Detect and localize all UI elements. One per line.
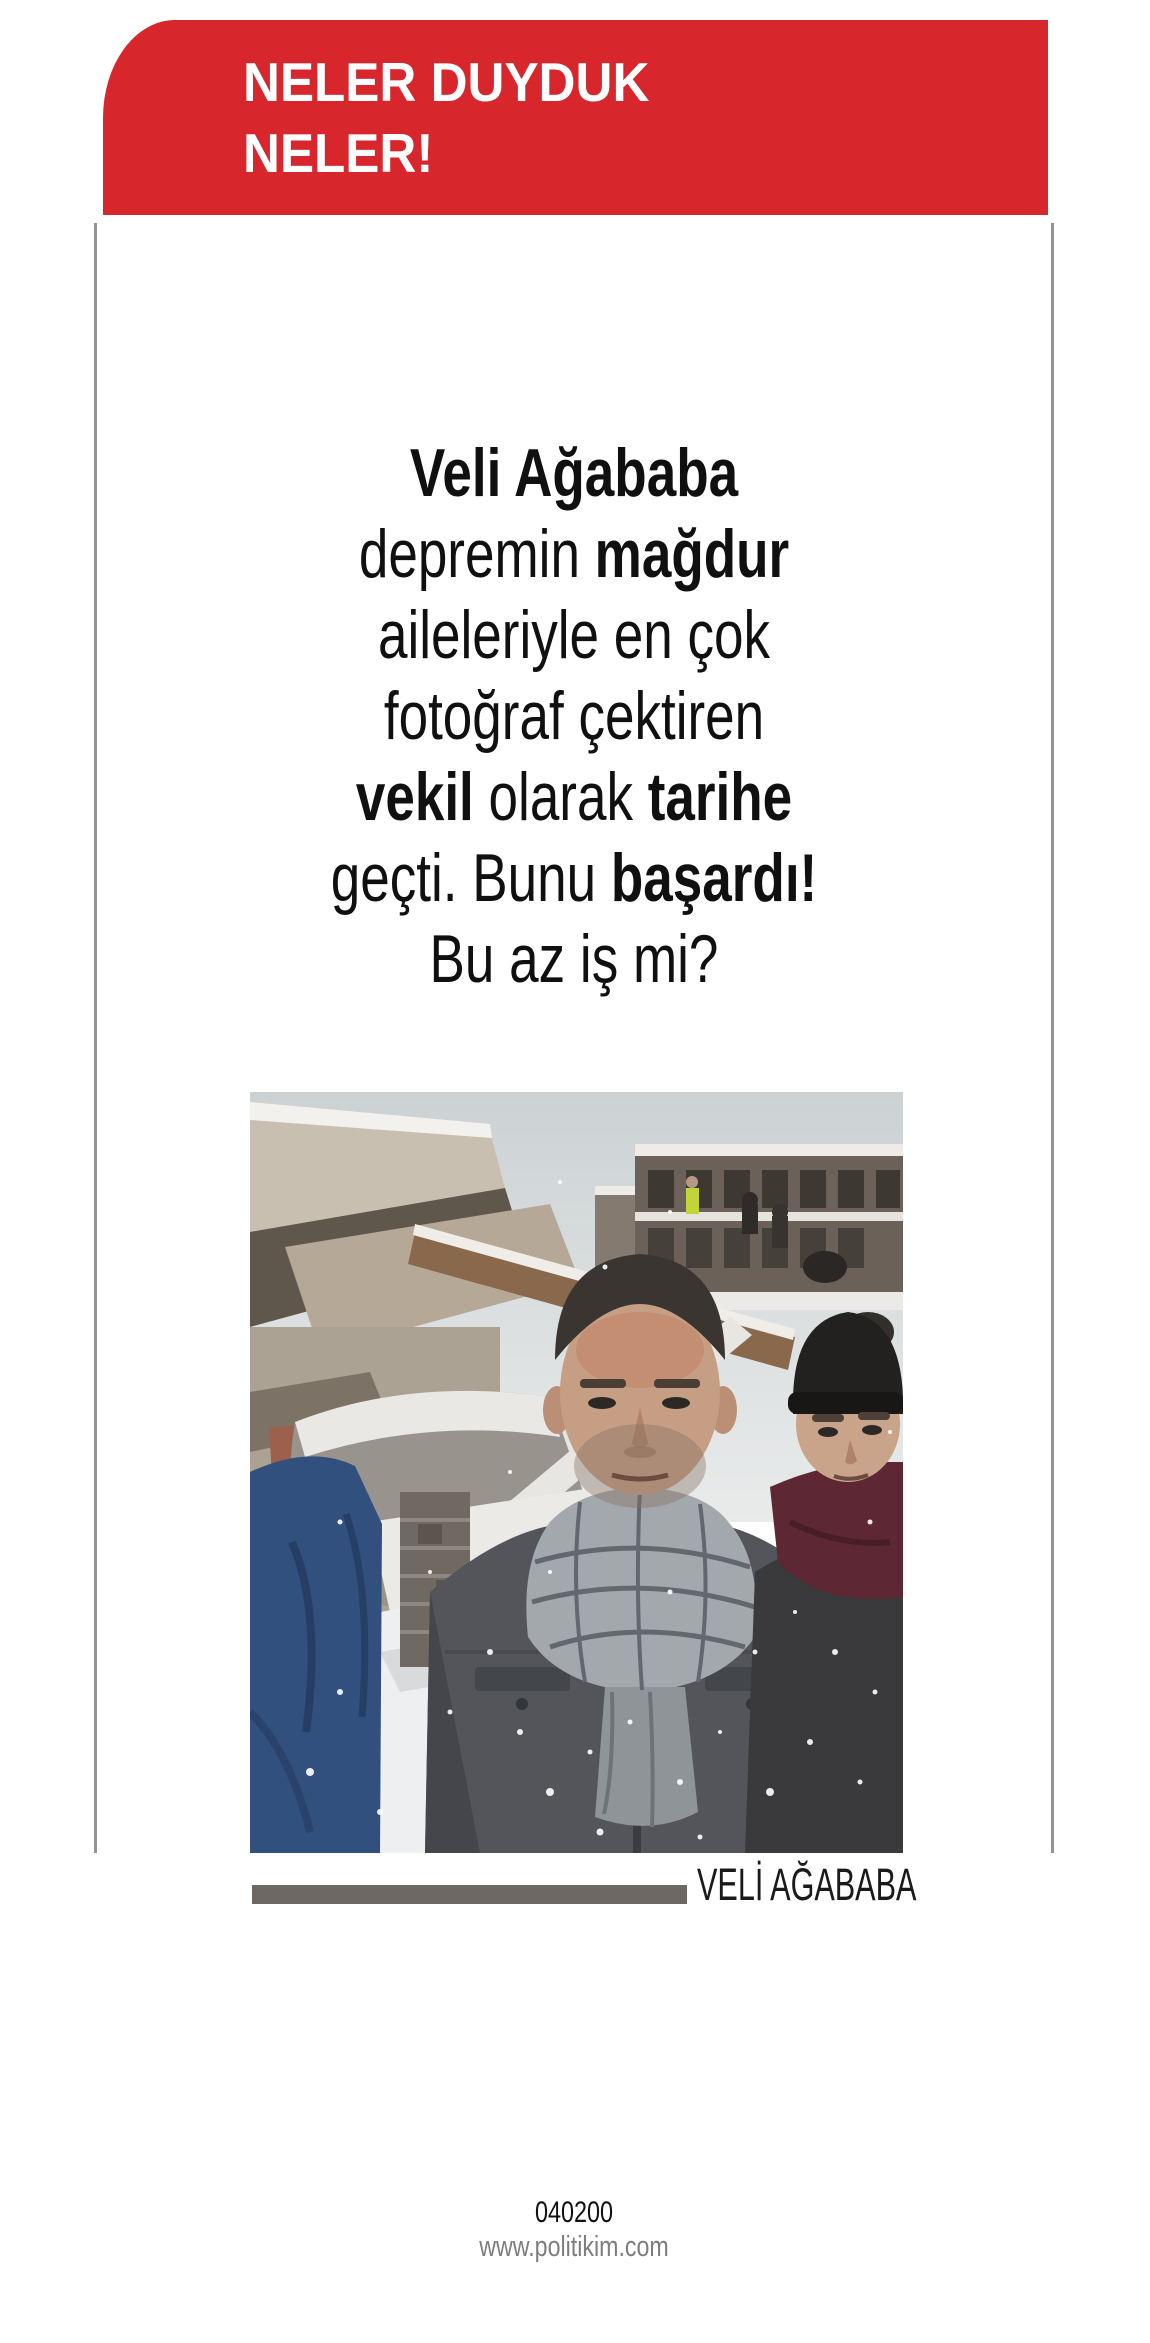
footer-code: 040200: [534, 2196, 614, 2229]
quote-line: Veli Ağababa: [409, 435, 739, 511]
quote-line: geçti. Bunu başardı!: [330, 840, 818, 916]
left-frame-line: [94, 223, 97, 1853]
quote-line: Bu az iş mi?: [429, 921, 719, 997]
footer-website: www.politikim.com: [479, 2231, 669, 2263]
bystander-navy-jacket: [250, 1456, 382, 1853]
caption-bar: [252, 1885, 687, 1904]
caption-name: VELİ AĞABABA: [697, 1859, 917, 1910]
footer: [95, 2196, 1053, 2264]
quote-line: aileleriyle en çok: [377, 597, 771, 673]
quote-text: [200, 433, 947, 1000]
photo: [250, 1092, 903, 1853]
quote-line: vekil olarak tarihe: [355, 759, 793, 835]
right-frame-line: [1051, 223, 1054, 1853]
quote-line: fotoğraf çektiren: [383, 678, 765, 754]
quote-line: depremin mağdur: [358, 516, 790, 592]
page-title-line2: NELER!: [243, 122, 434, 184]
page-title: [243, 47, 649, 189]
page-title-line1: NELER DUYDUK: [243, 51, 650, 113]
header-banner: [103, 20, 1048, 215]
photo-image: [250, 1092, 903, 1853]
